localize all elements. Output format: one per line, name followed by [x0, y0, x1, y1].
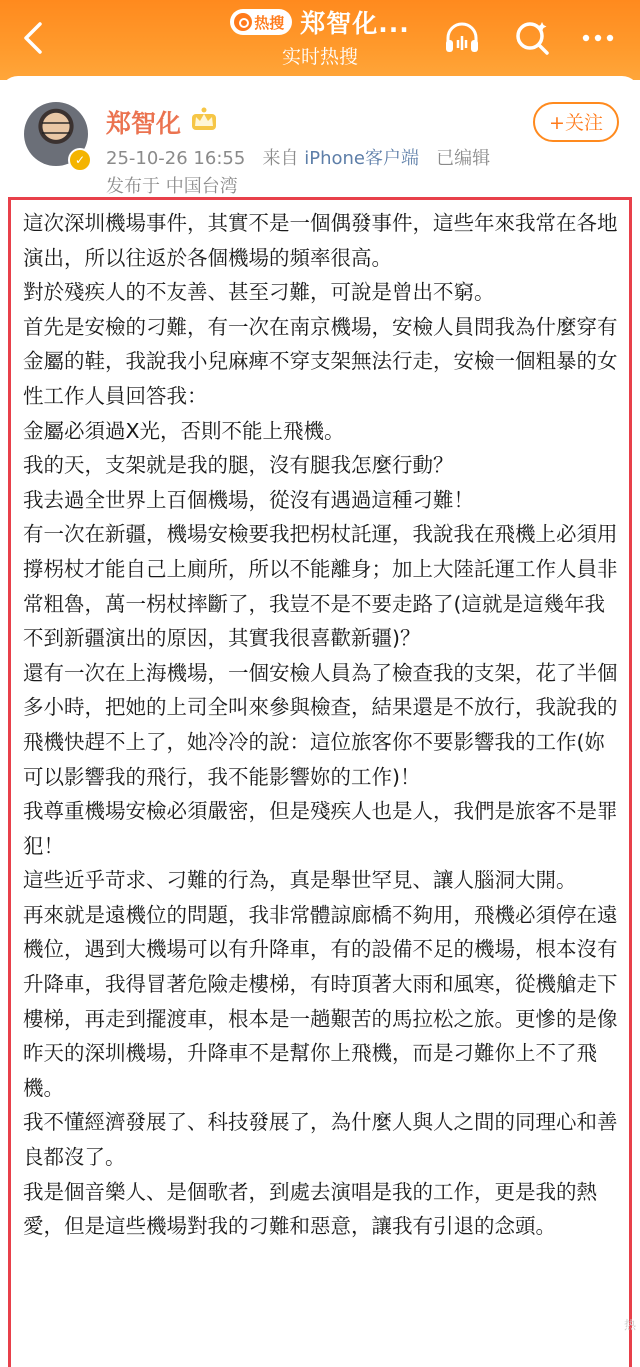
post-highlight-box: [8, 197, 632, 1367]
hot-search-tag[interactable]: 热搜: [230, 9, 292, 35]
post-paragraph: 首先是安檢的刁難，有一次在南京機場，安檢人員問我為什麼穿有金屬的鞋，我說我小兒麻痺不穿支架無法行走，安檢一個粗暴的女性工作人員回答我：: [23, 314, 618, 408]
edited-label[interactable]: 已编辑: [436, 148, 491, 169]
post-meta: [106, 144, 490, 170]
post-paragraph: 金屬必須過X光，否則不能上飛機。: [23, 418, 345, 443]
post-time: 25-10-26 16:55: [106, 148, 246, 169]
post-paragraph: 我是個音樂人、是個歌者，到處去演唱是我的工作，更是我的熱愛，但是這些機場對我的刁難和惡意，讓我有引退的念頭。: [23, 1179, 597, 1239]
post-source-prefix: 来自: [262, 148, 299, 169]
post-paragraph: 有一次在新疆，機場安檢要我把柺杖託運，我說我在飛機上必須用撐柺杖才能自己上廁所，所以不能離身；加上大陸託運工作人員非常粗魯，萬一柺杖摔斷了，我豈不是不要走路了(這就是這幾年我不到新疆演出的原因，其實我很喜歡新疆)？: [23, 522, 618, 651]
post-client[interactable]: iPhone客户端: [304, 148, 419, 169]
watermark: 热: [624, 1318, 637, 1332]
post-paragraph: 再來就是遠機位的問題，我非常體諒廊橋不夠用，飛機必須停在遠機位，遇到大機場可以有升降車，有的設備不足的機場，根本沒有升降車，我得冒著危險走樓梯，有時頂著大雨和風寒，從機艙走下樓梯，再走到擺渡車，根本是一趟艱苦的馬拉松之旅。更慘的是像昨天的深圳機場，升降車不是幫你上飛機，而是刁難你上不了飛機。: [23, 902, 618, 1100]
post-paragraph: 對於殘疾人的不友善、甚至刁難，可說是曾出不窮。: [23, 280, 495, 305]
hot-search-icon: [234, 13, 252, 31]
post-paragraph: 這次深圳機場事件，其實不是一個偶發事件，這些年來我常在各地演出，所以往返於各個機場的頻率很高。: [23, 211, 618, 270]
post-paragraph: 還有一次在上海機場，一個安檢人員為了檢查我的支架，花了半個多小時，把她的上司全叫來參與檢查，結果還是不放行，我說我的飛機快趕不上了，她冷冷的說：這位旅客你不要影響我的工作(妳可以影響我的飛行，我不能影響妳的工作)！: [23, 660, 618, 789]
more-icon[interactable]: [578, 18, 618, 58]
crown-icon[interactable]: [189, 106, 219, 134]
search-icon[interactable]: [512, 18, 552, 58]
follow-button[interactable]: +关注: [533, 102, 619, 142]
post-paragraph: 我的天，支架就是我的腿，沒有腿我怎麼行動？: [23, 453, 454, 478]
post-paragraph: 這些近乎苛求、刁難的行為，真是舉世罕見、讓人腦洞大開。: [23, 868, 577, 893]
page-subtitle: 实时热搜: [281, 46, 358, 68]
post-location: 发布于 中国台湾: [106, 176, 238, 197]
top-bar: [0, 0, 640, 80]
avatar-glasses: [42, 122, 70, 134]
post-paragraph: 我尊重機場安檢必須嚴密，但是殘疾人也是人，我們是旅客不是罪犯！: [23, 799, 618, 858]
page-title: 郑智化...: [300, 9, 410, 38]
author-name[interactable]: 郑智化: [106, 109, 182, 138]
post-content: [23, 206, 623, 1244]
post-paragraph: 我去過全世界上百個機場，從沒有遇過這種刁難！: [23, 487, 474, 512]
post-paragraph: 我不懂經濟發展了、科技發展了，為什麼人與人之間的同理心和善良都沒了。: [23, 1110, 618, 1170]
listen-icon[interactable]: [442, 18, 482, 58]
verified-badge-icon: ✓: [68, 148, 92, 172]
